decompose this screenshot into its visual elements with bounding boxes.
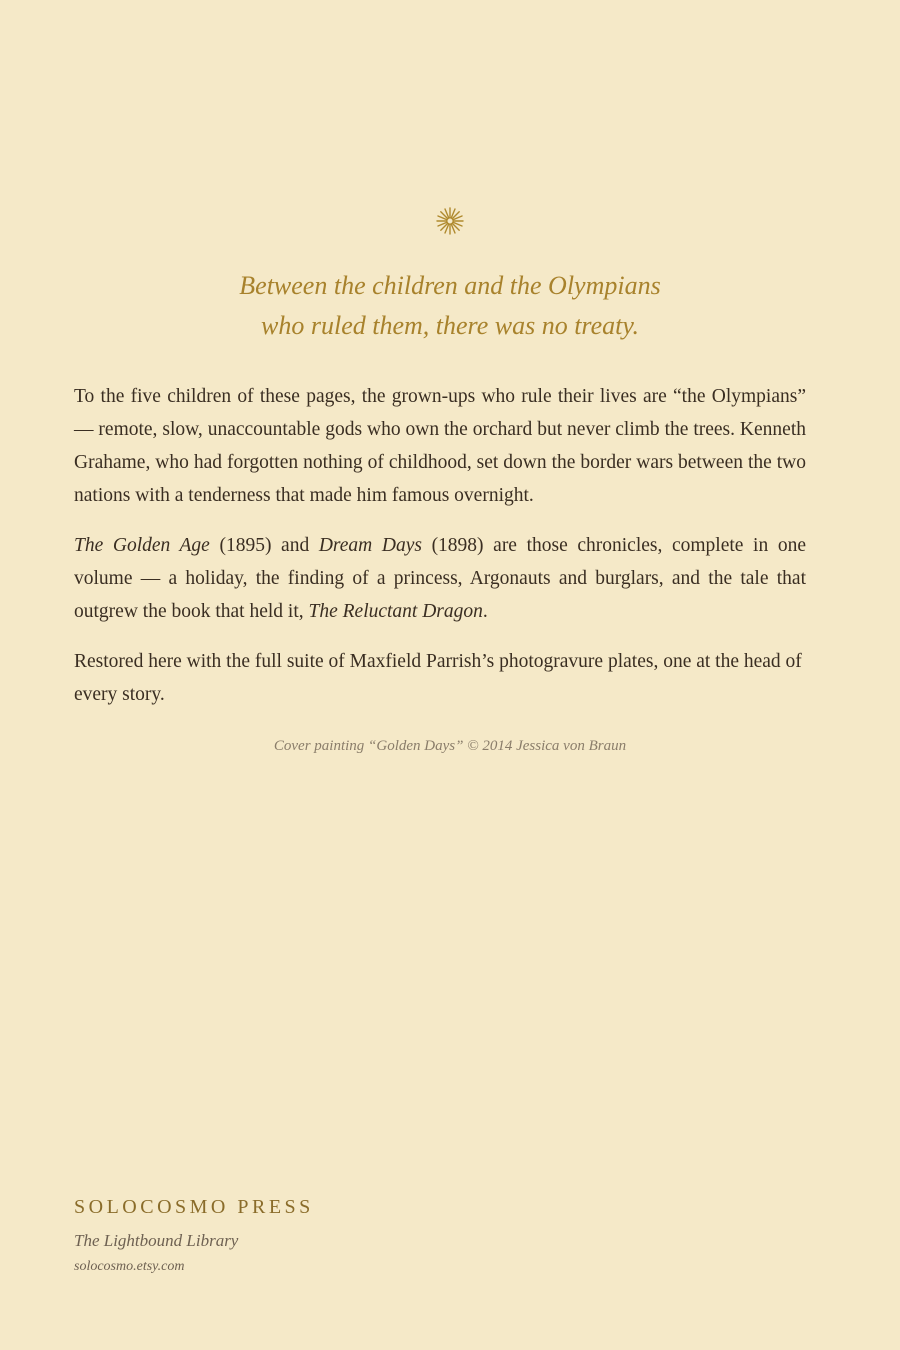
ornament [0,206,900,240]
description-paragraph-1: To the five children of these pages, the grown-ups who rule their lives are “the Olympians” — remote, slow, unaccountable gods who own the orchard but never climb the trees. Kenneth Grahame, who had forgotten nothing of childhood, set down the border wars between the two nations with a tenderness that made him famous overnight. [74,386,806,506]
epigraph-line-2: who ruled them, there was no treaty. [261,311,639,340]
publisher-website: solocosmo.etsy.com [74,1259,185,1274]
description-paragraph-2 [74,529,806,628]
epigraph [0,266,900,346]
publisher-block [74,1196,314,1275]
book-title-golden-age: The Golden Age [74,535,210,556]
description-text: (1895) and [209,535,319,556]
description-paragraph-3: Restored here with the full suite of Maxfield Parrish’s photogravure plates, one at the head of every story. [74,651,802,705]
book-title-reluctant-dragon: The Reluctant Dragon [308,601,483,622]
description-text: . [482,601,488,622]
series-name: The Lightbound Library [74,1231,239,1250]
book-title-dream-days: Dream Days [318,535,422,556]
cover-credit: Cover painting “Golden Days” © 2014 Jessica von Braun [273,738,627,754]
description [74,380,806,728]
description-text: (1898) are those chronicles, complete in one volume — a holiday, the finding of a princess, Argonauts and burglars, and the tale that outgrew the book that held it, [74,535,806,622]
sunburst-star-icon [435,206,465,236]
publisher-name: SOLOCOSMO PRESS [74,1196,314,1218]
epigraph-line-1: Between the children and the Olympians [239,271,661,300]
